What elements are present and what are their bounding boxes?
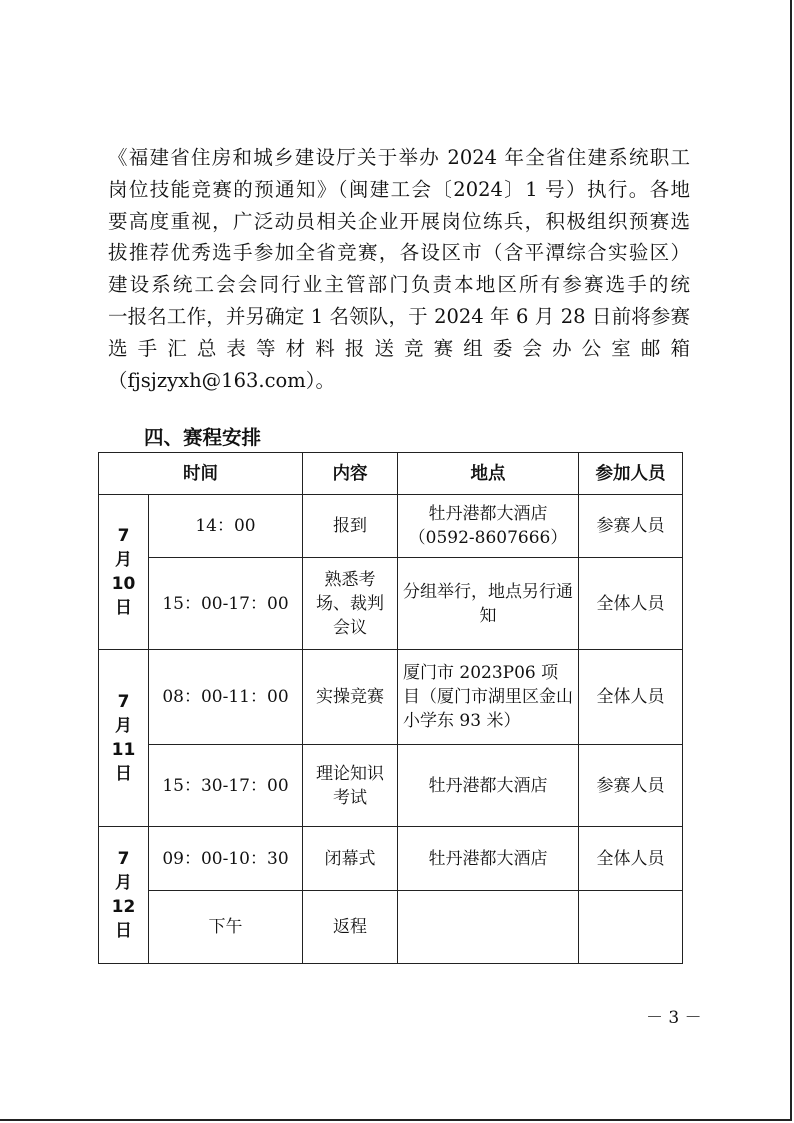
paragraph-line: 岗位技能竞赛的预通知》（闽建工会〔2024〕1 号）执行。各地 — [108, 177, 690, 201]
paragraph-line-email: （fjsjzyxh@163.com）。 — [108, 368, 335, 392]
schedule-table — [98, 452, 683, 964]
content-cell: 闭幕式 — [303, 827, 398, 891]
time-cell: 下午 — [149, 891, 303, 964]
people-cell — [579, 891, 683, 964]
time-cell: 09：00-10：30 — [149, 827, 303, 891]
time-cell: 08：00-11：00 — [149, 650, 303, 745]
location-cell: 分组举行，地点另行通知 — [398, 558, 579, 650]
table-row — [99, 745, 683, 827]
paragraph-line: 一报名工作，并另确定 1 名领队，于 2024 年 6 月 28 日前将参赛 — [108, 304, 690, 328]
header-people: 参加人员 — [579, 453, 683, 495]
paragraph-line: 拔推荐优秀选手参加全省竞赛，各设区市（含平潭综合实验区） — [108, 241, 690, 265]
time-cell: 15：30-17：00 — [149, 745, 303, 827]
page-number: － 3 － — [646, 1008, 702, 1028]
people-cell: 全体人员 — [579, 650, 683, 745]
people-cell: 全体人员 — [579, 558, 683, 650]
table-row — [99, 650, 683, 745]
content-cell: 报到 — [303, 495, 398, 558]
paragraph-line: 《福建省住房和城乡建设厅关于举办 2024 年全省住建系统职工 — [108, 146, 690, 169]
paragraph-line: 选手汇总表等材料报送竞赛组委会办公室邮箱 — [108, 336, 690, 360]
header-location: 地点 — [398, 453, 579, 495]
body-paragraph — [108, 142, 690, 396]
header-content: 内容 — [303, 453, 398, 495]
header-time: 时间 — [99, 453, 303, 495]
section-heading: 四、赛程安排 — [144, 426, 262, 449]
content-cell: 实操竞赛 — [303, 650, 398, 745]
day-cell: 7 月 11 日 — [99, 650, 149, 827]
day-cell: 7 月 12 日 — [99, 827, 149, 964]
people-cell: 全体人员 — [579, 827, 683, 891]
location-cell: 牡丹港都大酒店 — [398, 827, 579, 891]
time-cell: 15：00-17：00 — [149, 558, 303, 650]
table-row — [99, 827, 683, 891]
content-cell: 熟悉考场、裁判会议 — [303, 558, 398, 650]
location-cell: 牡丹港都大酒店（0592-8607666） — [398, 495, 579, 558]
table-header-row — [99, 453, 683, 495]
table-row — [99, 891, 683, 964]
people-cell: 参赛人员 — [579, 495, 683, 558]
location-cell — [398, 891, 579, 964]
table-row — [99, 495, 683, 558]
day-cell: 7 月 10 日 — [99, 495, 149, 650]
paragraph-line: 建设系统工会会同行业主管部门负责本地区所有参赛选手的统 — [108, 273, 690, 297]
location-cell: 牡丹港都大酒店 — [398, 745, 579, 827]
content-cell: 返程 — [303, 891, 398, 964]
people-cell: 参赛人员 — [579, 745, 683, 827]
content-cell: 理论知识考试 — [303, 745, 398, 827]
paragraph-line: 要高度重视，广泛动员相关企业开展岗位练兵，积极组织预赛选 — [108, 209, 690, 233]
table-row — [99, 558, 683, 650]
location-cell: 厦门市 2023P06 项目（厦门市湖里区金山小学东 93 米） — [398, 650, 579, 745]
time-cell: 14：00 — [149, 495, 303, 558]
